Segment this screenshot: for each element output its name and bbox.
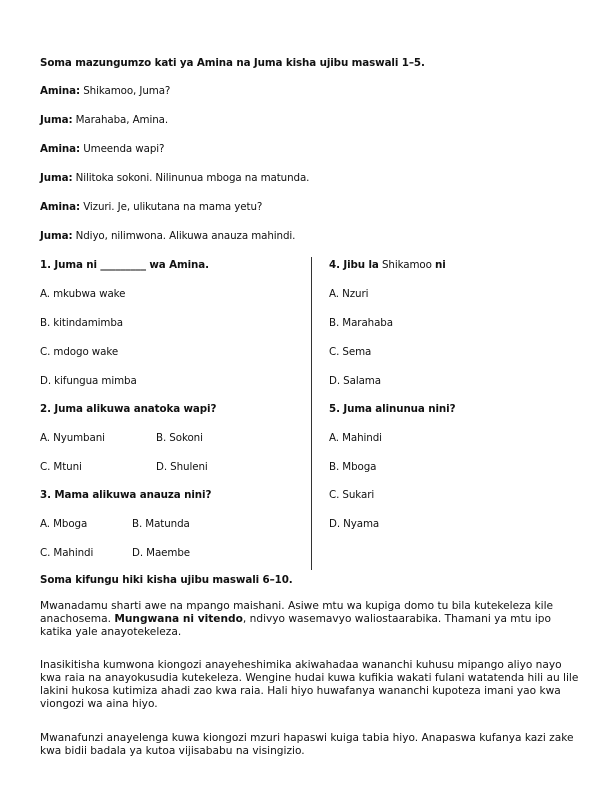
question-3-stem: 3. Mama alikuwa anauza nini? [40, 489, 212, 501]
dialogue-text: Vizuri. Je, ulikutana na mama yetu? [80, 201, 263, 213]
instruction-part1: Soma mazungumzo kati ya Amina na Juma kisha ujibu maswali 1–5. [40, 57, 425, 69]
question-5-stem: 5. Juma alinunua nini? [329, 403, 456, 415]
passage-paragraph-3: Mwanafunzi anayelenga kuwa kiongozi mzuri hapaswi kuiga tabia hiyo. Anapaswa kufanya kazi zake kwa bidii badala ya kutoa vijisababu na visingizio. [40, 732, 574, 758]
question-5-option: D. Nyama [329, 518, 380, 530]
question-4-stem-suffix: ni [435, 259, 446, 271]
speaker-name: Juma: [40, 172, 73, 184]
dialogue-text: Nilitoka sokoni. Nilinunua mboga na matunda. [72, 172, 310, 184]
passage-bold-phrase: Mungwana ni vitendo [114, 613, 243, 626]
passage-text: , ndivyo wasemavyo waliostaarabika. Thamani ya mtu ipo katika yale anayotekeleza. [40, 613, 552, 639]
speaker-name: Amina: [40, 85, 81, 97]
question-4-stem-prefix: 4. Jibu la [329, 259, 379, 271]
dialogue-text: Umeenda wapi? [80, 143, 165, 155]
question-2-option: D. Shuleni [156, 461, 208, 473]
question-3-option: A. Mboga [40, 518, 88, 530]
column-divider [311, 257, 312, 570]
question-1-option: A. mkubwa wake [40, 288, 126, 300]
question-4-option: B. Marahaba [329, 317, 393, 329]
question-5-option: C. Sukari [329, 489, 375, 501]
dialogue-line [40, 172, 309, 185]
passage-text: Mwanadamu sharti awe na mpango maishani. Asiwe mtu wa kupiga domo tu bila kutekeleza kile anachosema. [40, 600, 554, 626]
dialogue-text: Ndiyo, nilimwona. Alikuwa anauza mahindi. [72, 230, 296, 242]
question-3-option: B. Matunda [132, 518, 190, 530]
question-4-option: C. Sema [329, 346, 372, 358]
question-3-option: C. Mahindi [40, 547, 94, 559]
question-4-option: D. Salama [329, 375, 381, 387]
speaker-name: Juma: [40, 230, 73, 242]
question-5-option: A. Mahindi [329, 432, 382, 444]
instruction-part2: Soma kifungu hiki kisha ujibu maswali 6–10. [40, 574, 293, 586]
question-4-option: A. Nzuri [329, 288, 369, 300]
passage-paragraph-1 [40, 600, 580, 639]
question-4-stem-word: Shikamoo [378, 259, 435, 271]
question-2-option: B. Sokoni [156, 432, 203, 444]
question-2-option: A. Nyumbani [40, 432, 105, 444]
question-2-stem: 2. Juma alikuwa anatoka wapi? [40, 403, 217, 415]
question-4-stem [329, 259, 446, 272]
question-1-option: C. mdogo wake [40, 346, 119, 358]
dialogue-line [40, 201, 262, 214]
question-1-option: D. kifungua mimba [40, 375, 137, 387]
passage-paragraph-2: Inasikitisha kumwona kiongozi anayeheshimika akiwahadaa wananchi kuhusu mipango aliyo nayo kwa raia na anayokusudia kutekeleza. Wengine hudai kuwa kufikia wakati fulani watatenda hili au lile lakini hukosa kutimiza ahadi zao kwa raia. Hali hiyo huwafanya wananchi kupoteza imani yao kwa viongozi wa aina hiyo. [40, 659, 579, 711]
dialogue-line [40, 114, 168, 127]
question-5-option: B. Mboga [329, 461, 377, 473]
question-3-option: D. Maembe [132, 547, 191, 559]
dialogue-line [40, 230, 295, 243]
dialogue-line [40, 143, 164, 156]
question-2-option: C. Mtuni [40, 461, 82, 473]
dialogue-line [40, 85, 170, 98]
dialogue-text: Shikamoo, Juma? [80, 85, 171, 97]
speaker-name: Amina: [40, 143, 81, 155]
question-1-stem: 1. Juma ni _________ wa Amina. [40, 259, 209, 271]
question-1-option: B. kitindamimba [40, 317, 123, 329]
dialogue-text: Marahaba, Amina. [72, 114, 169, 126]
speaker-name: Amina: [40, 201, 81, 213]
speaker-name: Juma: [40, 114, 73, 126]
